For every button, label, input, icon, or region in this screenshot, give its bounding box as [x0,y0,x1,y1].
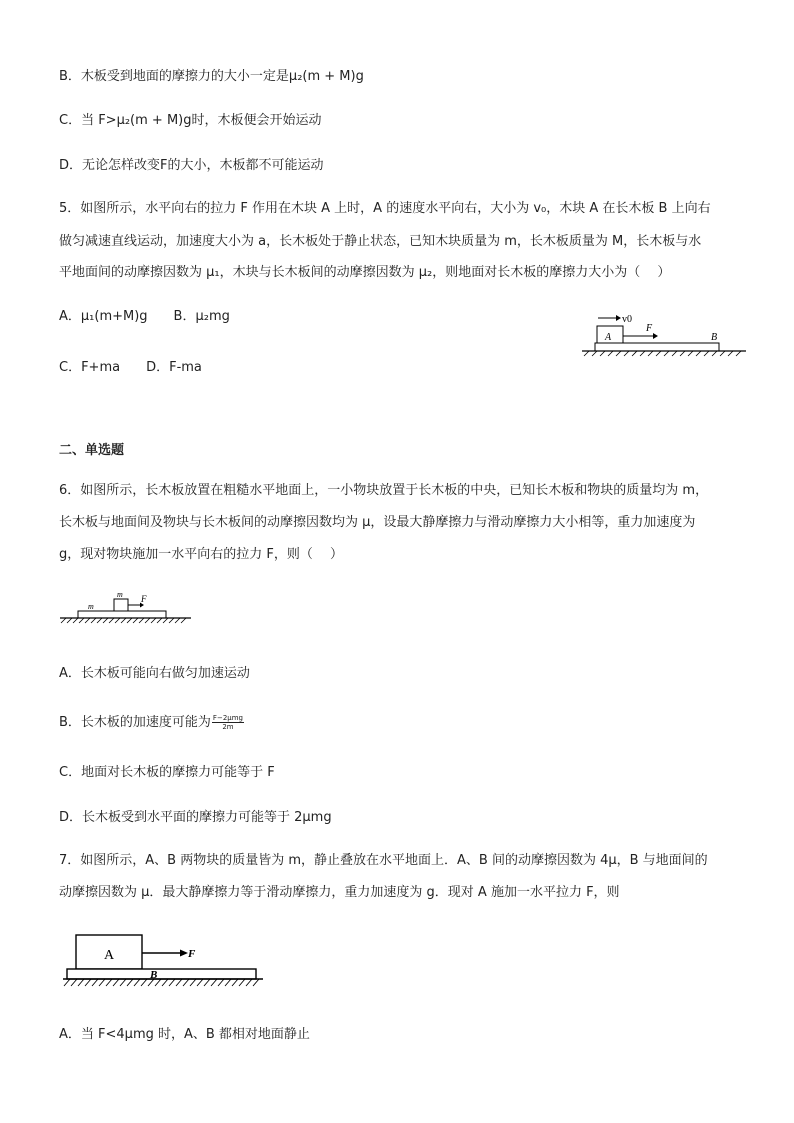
board-b-label: B [711,332,718,343]
board-b [595,343,719,351]
small-block [114,599,128,611]
figure-5 [580,310,752,360]
option-b-q4: B．木板受到地面的摩擦力的大小一定是μ₂(m + M)g [59,69,364,84]
fraction [212,714,244,731]
option-d-q4: D．无论怎样改变F的大小，木板都不可能运动 [59,158,324,173]
question-7-line-2: 动摩擦因数为 μ．最大静摩擦力等于滑动摩擦力，重力加速度为 g．现对 A 施加一水平拉力 F，则 [59,885,620,900]
question-5-line-2: 做匀减速直线运动，加速度大小为 a，长木板处于静止状态，已知木块质量为 m，长木板质量为 M，长木板与水 [59,234,702,249]
fraction-denominator: 2m [222,723,234,731]
board-b [67,969,256,979]
option-c-q4: C．当 F>μ₂(m + M)g时，木板便会开始运动 [59,113,322,128]
block-a-label: A [605,332,612,343]
question-5-options-cd: C．F+ma D．F-ma [59,360,202,375]
option-b-text: B．长木板的加速度可能为 [59,715,211,730]
question-6-option-d: D．长木板受到水平面的摩擦力可能等于 2μmg [59,810,332,825]
long-board [78,611,166,618]
force-label: F [646,323,653,334]
question-5-options-ab: A．μ₁(m+M)g B．μ₂mg [59,309,230,324]
question-6-line-1: 6．如图所示，长木板放置在粗糙水平地面上，一小物块放置于长木板的中央，已知长木板和物块的质量均为 m， [59,483,709,498]
question-7-line-1: 7．如图所示，A、B 两物块的质量皆为 m，静止叠放在水平地面上．A、B 间的动摩擦因数为 4μ，B 与地面间的 [59,853,708,868]
figure-7 [60,930,266,992]
board-mass-label: m [88,602,94,611]
question-5-line-1: 5．如图所示，水平向右的拉力 F 作用在木块 A 上时，A 的速度水平向右，大小为 v₀，木块 A 在长木板 B 上向右 [59,201,711,216]
question-6-option-c: C．地面对长木板的摩擦力可能等于 F [59,765,275,780]
question-6-option-b [59,714,244,732]
fraction-numerator: F−2μmg [212,714,243,722]
section-heading-single-choice: 二、单选题 [59,443,125,458]
block-a-label: A [104,948,115,963]
force-label: F [188,948,196,960]
question-6-option-a: A．长木板可能向右做匀加速运动 [59,666,250,681]
velocity-label: v0 [622,314,632,325]
question-5-line-3: 平地面间的动摩擦因数为 μ₁，木块与长木板间的动摩擦因数为 μ₂，则地面对长木板的摩擦力大小为（ ） [59,265,671,280]
question-6-line-3: g，现对物块施加一水平向右的拉力 F，则（ ） [59,547,343,562]
block-mass-label: m [117,590,123,599]
question-6-line-2: 长木板与地面间及物块与长木板间的动摩擦因数均为 μ，设最大静摩擦力与滑动摩擦力大小相等，重力加速度为 [59,515,696,530]
figure-6 [58,588,193,628]
question-7-option-a: A．当 F<4μmg 时，A、B 都相对地面静止 [59,1027,310,1042]
force-label: F [141,594,147,604]
board-b-label: B [150,969,158,981]
